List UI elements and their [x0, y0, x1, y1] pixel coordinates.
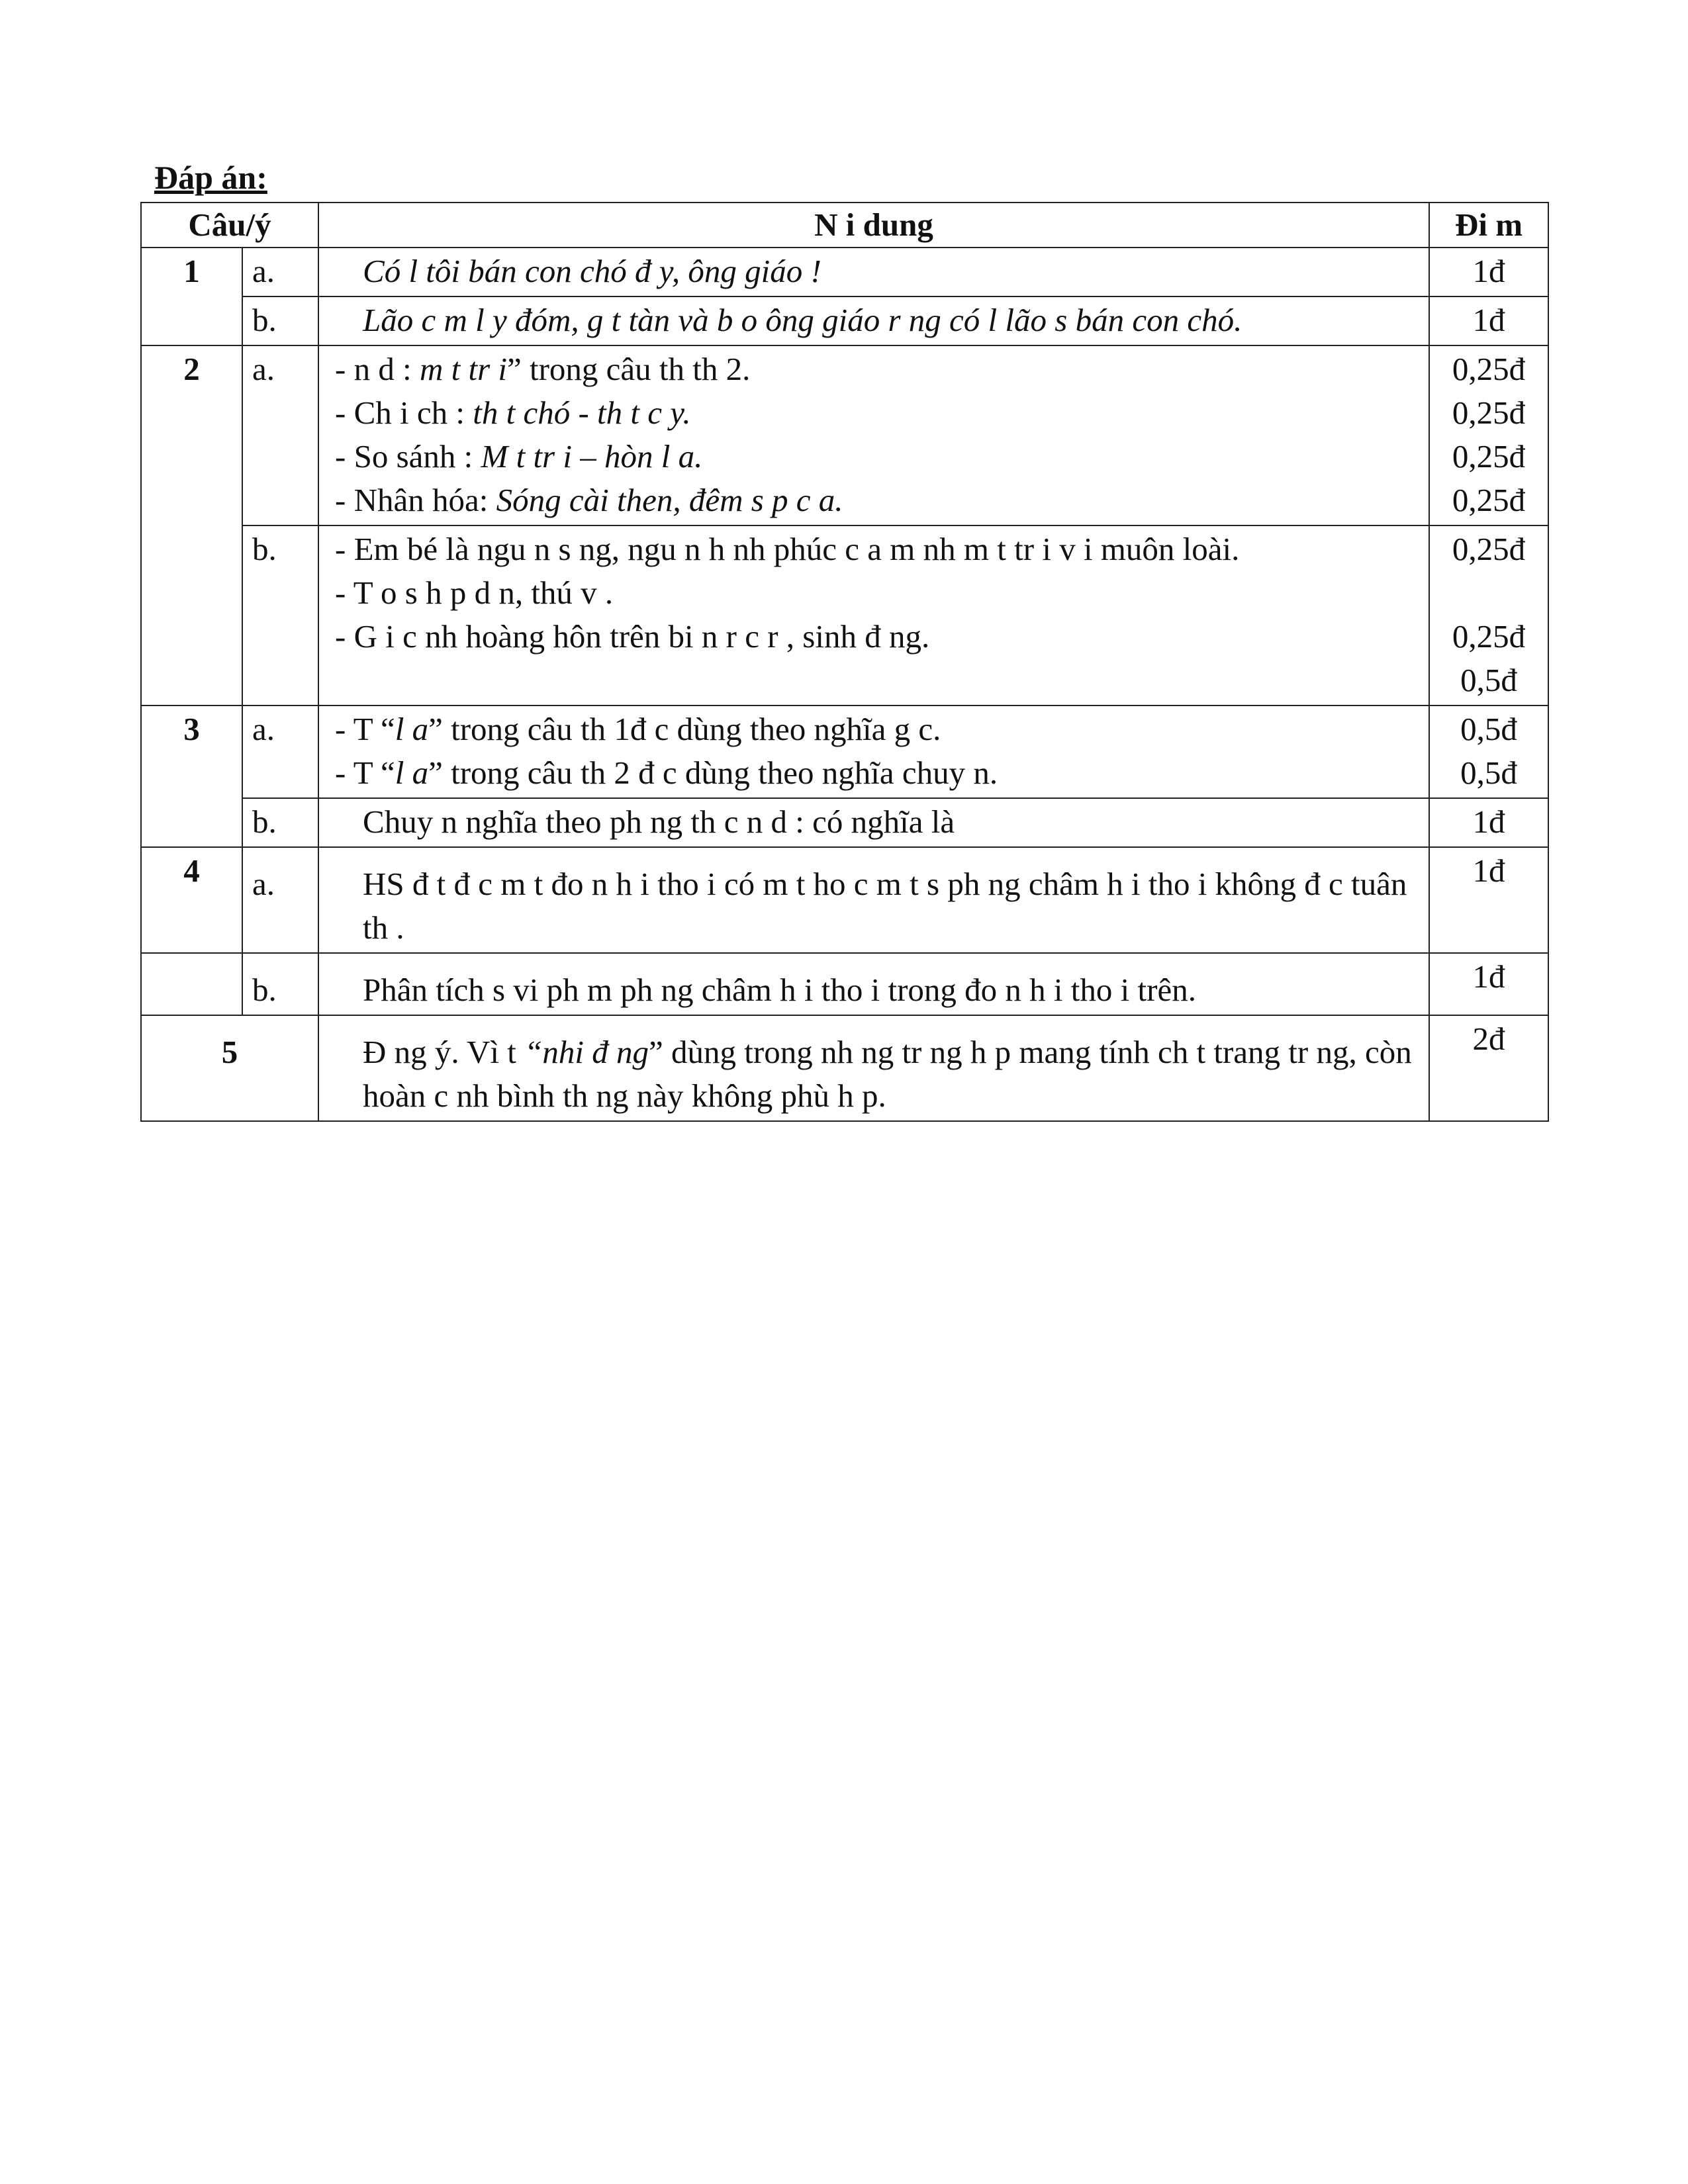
score-value: 0,25đ	[1452, 482, 1526, 518]
answer-text: Lão c m l y đóm, g t tàn và b o ông giáo r ng có l lão s bán con chó.	[363, 302, 1243, 338]
content-1a	[318, 248, 1429, 296]
content-2a	[318, 345, 1429, 525]
answer-line	[335, 751, 1413, 795]
line-text: ” trong câu th th 2.	[507, 351, 751, 387]
score-4b: 1đ	[1429, 953, 1548, 1015]
score-4a: 1đ	[1429, 847, 1548, 953]
question-number-3: 3	[141, 705, 242, 847]
answer-line: - Em bé là ngu n s ng, ngu n h nh phúc c a m nh m t tr i v i muôn loài.	[335, 531, 1240, 567]
score-value: 0,25đ	[1452, 394, 1526, 431]
table-row-q3b	[141, 798, 1548, 847]
score-2a	[1429, 345, 1548, 525]
answer-line	[335, 707, 1413, 751]
italic-text: “nhi đ ng	[524, 1034, 649, 1070]
answer-text: Phân tích s vi ph m ph ng châm h i tho i trong đo n h i tho i trên.	[363, 972, 1196, 1008]
sub-label-3a: a.	[242, 705, 318, 798]
table-row-q4b	[141, 953, 1548, 1015]
content-4a	[318, 847, 1429, 953]
table-row-q1b	[141, 296, 1548, 345]
line-text: - n d :	[335, 351, 412, 387]
score-value: 0,25đ	[1452, 351, 1526, 387]
question-number-1: 1	[141, 248, 242, 345]
answer-text	[335, 1030, 1413, 1118]
question-number-4: 4	[141, 847, 242, 953]
score-value: 0,25đ	[1452, 438, 1526, 475]
question-number-5: 5	[141, 1015, 318, 1121]
table-row-q1a	[141, 248, 1548, 296]
answer-line	[335, 435, 1413, 478]
italic-text: th t chó - th t c y.	[473, 394, 691, 431]
content-3b	[318, 798, 1429, 847]
content-1b	[318, 296, 1429, 345]
line-text: Đ ng ý. Vì t	[363, 1034, 525, 1070]
score-2b	[1429, 525, 1548, 705]
line-text: - T “	[335, 754, 395, 791]
line-text: - Nhân hóa:	[335, 482, 489, 518]
score-value: 0,5đ	[1460, 662, 1517, 698]
answer-line	[335, 347, 1413, 391]
score-value: 0,5đ	[1460, 711, 1517, 747]
header-score: Đi m	[1429, 203, 1548, 248]
sub-label-1a: a.	[242, 248, 318, 296]
line-text: ” dùng trong nh ng tr ng h p mang tính ch t trang tr ng, còn hoàn c nh bình th ng này không phù h p.	[363, 1034, 1412, 1114]
table-row-q3a	[141, 705, 1548, 798]
sub-label-4b: b.	[242, 953, 318, 1015]
sub-label-2a: a.	[242, 345, 318, 525]
content-2b	[318, 525, 1429, 705]
question-number-2: 2	[141, 345, 242, 705]
italic-text: Sóng cài then, đêm s p c a.	[496, 482, 843, 518]
line-text: - So sánh :	[335, 438, 473, 475]
answer-line: - T o s h p d n, thú v .	[335, 574, 614, 611]
sub-label-2b: b.	[242, 525, 318, 705]
line-text: ” trong câu th 2 đ c dùng theo nghĩa chuy n.	[428, 754, 998, 791]
table-row-q5	[141, 1015, 1548, 1121]
score-1b: 1đ	[1429, 296, 1548, 345]
score-value: 0,25đ	[1452, 531, 1526, 567]
italic-text: M t tr i – hòn l a.	[481, 438, 703, 475]
header-row	[141, 203, 1548, 248]
sub-label-4a: a.	[242, 847, 318, 953]
table-row-q2b	[141, 525, 1548, 705]
content-4b	[318, 953, 1429, 1015]
sub-label-3b: b.	[242, 798, 318, 847]
line-text: - Ch i ch :	[335, 394, 465, 431]
italic-text: l a	[395, 754, 429, 791]
answer-text: HS đ t đ c m t đo n h i tho i có m t ho c m t s ph ng châm h i tho i không đ c tuân th .	[363, 866, 1407, 946]
answer-line	[335, 391, 1413, 435]
score-spacer	[1430, 571, 1548, 615]
table-row-q4a	[141, 847, 1548, 953]
score-3a	[1429, 705, 1548, 798]
sub-label-1b: b.	[242, 296, 318, 345]
content-5	[318, 1015, 1429, 1121]
score-3b: 1đ	[1429, 798, 1548, 847]
answer-key-table	[140, 202, 1549, 1122]
score-value: 0,25đ	[1452, 618, 1526, 655]
header-content: N i dung	[318, 203, 1429, 248]
content-3a	[318, 705, 1429, 798]
table-row-q2a	[141, 345, 1548, 525]
header-question: Câu/ý	[141, 203, 318, 248]
document-title: Đáp án:	[154, 159, 267, 196]
score-5: 2đ	[1429, 1015, 1548, 1121]
line-text: ” trong câu th 1đ c dùng theo nghĩa g c.	[428, 711, 941, 747]
italic-text: m t tr i	[419, 351, 507, 387]
italic-text: l a	[395, 711, 429, 747]
answer-line: Chuy n nghĩa theo ph ng th c n d : có nghĩa là	[363, 803, 955, 840]
answer-line: - G i c nh hoàng hôn trên bi n r c r , sinh đ ng.	[335, 618, 930, 655]
answer-text: Có l tôi bán con chó đ y, ông giáo !	[363, 253, 821, 289]
score-value: 0,5đ	[1460, 754, 1517, 791]
line-text: - T “	[335, 711, 395, 747]
answer-line	[335, 478, 1413, 522]
score-1a: 1đ	[1429, 248, 1548, 296]
question-number-empty	[141, 953, 242, 1015]
